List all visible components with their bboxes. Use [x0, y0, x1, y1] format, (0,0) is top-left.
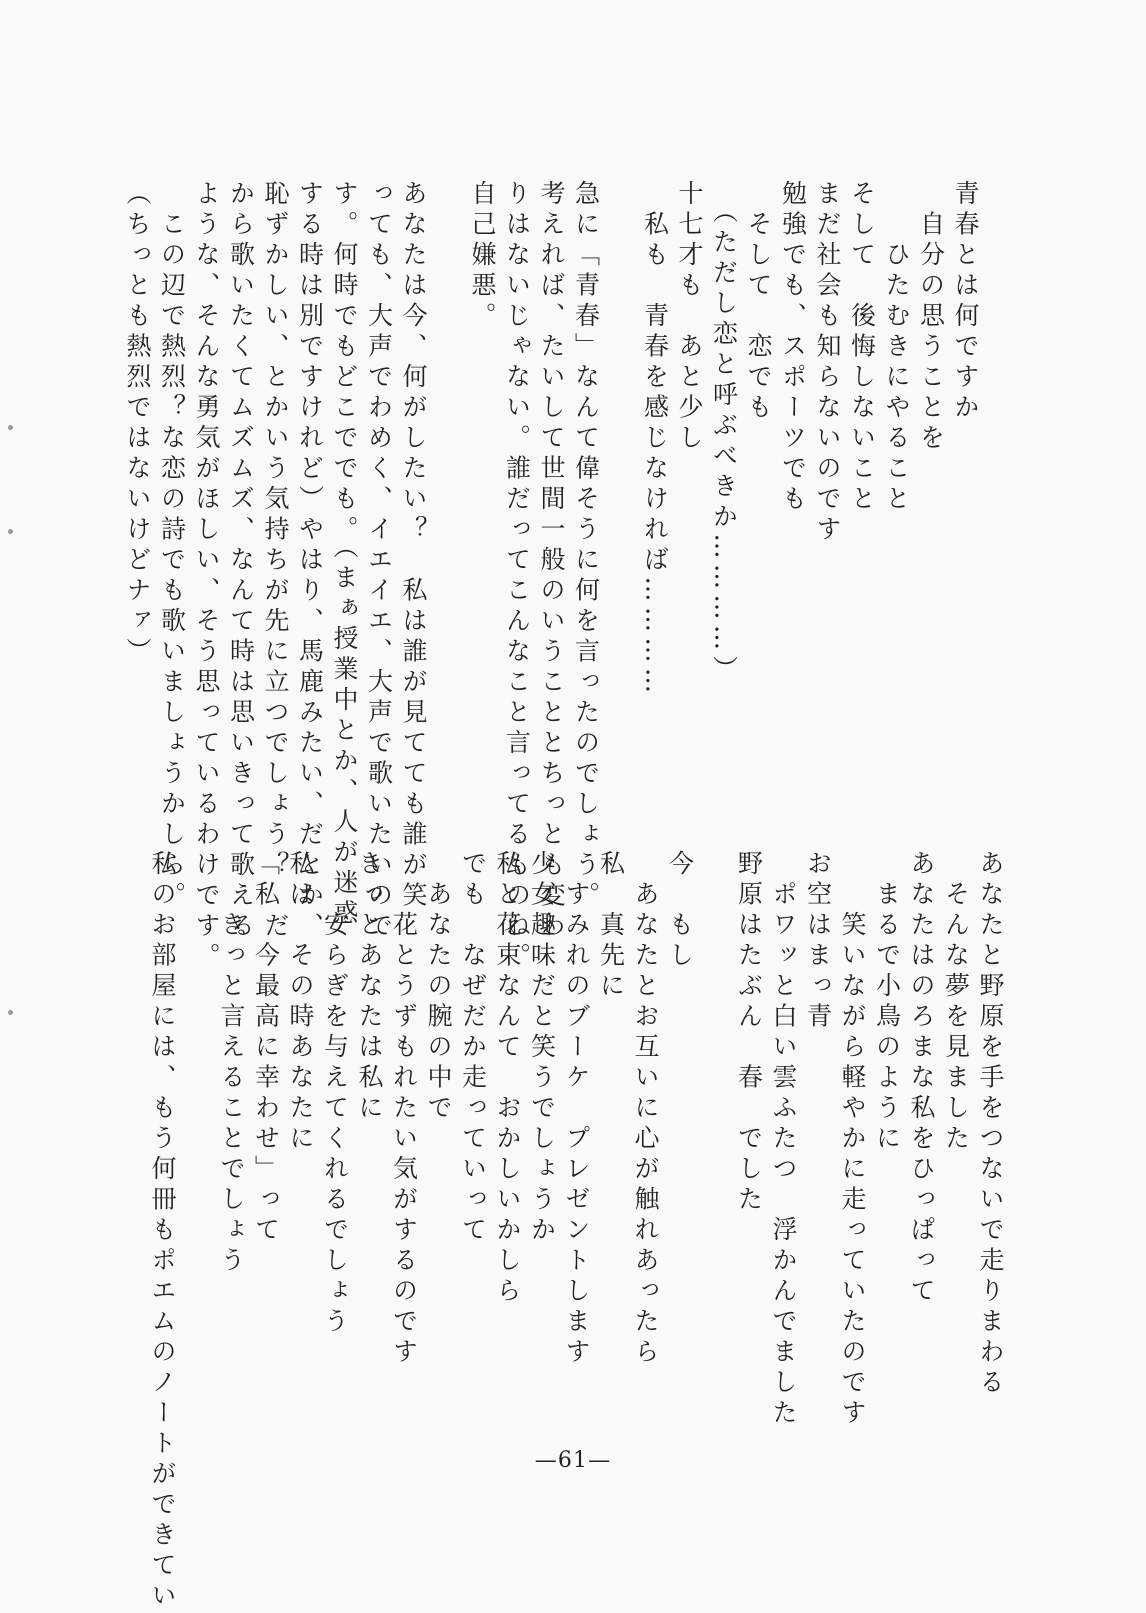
text-line: 私のお部屋には、もう何冊もポエムのノートができてい — [148, 850, 177, 1613]
text-line: 私も 青春を感じなければ………… — [640, 180, 670, 699]
text-line: すみれのブーケ プレゼントします — [562, 850, 591, 1369]
text-line: 自己嫌悪。 — [468, 180, 497, 333]
text-line: そんな夢を見ました — [941, 850, 971, 1155]
text-line: まだ社会も知らないのです — [813, 180, 842, 546]
text-line: ひたむきにやること — [882, 180, 911, 516]
text-line: 私は その時あなたに — [286, 850, 315, 1155]
stanza-break — [430, 180, 465, 800]
text-line: 十七才も あと少し — [675, 180, 704, 455]
text-line: っても、大声でわめく、イエイエ、大声で歌いたいので — [364, 180, 394, 943]
text-line: 私と花束なんて おかしいかしら — [493, 850, 522, 1308]
stanza-break — [179, 850, 214, 1540]
page-edge-mark — [8, 529, 13, 534]
text-line: お空はまっ青 — [803, 850, 833, 1033]
text-line: 少女趣味だと笑うでしょうか — [527, 850, 557, 1247]
page-edge-mark — [8, 425, 13, 430]
text-line: まるで小鳥のように — [872, 850, 902, 1155]
text-line: あなたは今、何がしたい？ 私は誰が見てても誰が笑 — [399, 180, 428, 912]
text-line: りはないじゃない。誰だってこんなこと言ってるものね。 — [502, 180, 532, 973]
text-line: そして 後悔しないこと — [847, 180, 877, 516]
text-line: 急に「青春」なんて偉そうに何を言ったのでしょう。 — [571, 180, 601, 912]
stanza-break — [603, 180, 638, 800]
text-line: きっと言えることでしょう — [217, 850, 246, 1277]
text-line: きっとあなたは私に — [355, 850, 384, 1125]
text-line: あなたはのろまな私をひっぱって — [907, 850, 936, 1308]
text-line: あなたの腕の中で — [424, 850, 453, 1125]
text-line: 自分の思うことを — [916, 180, 946, 455]
text-line: する時は別ですけれど）やはり、馬鹿みたい、だとか、 — [295, 180, 325, 943]
text-line: 青春とは何ですか — [951, 180, 980, 424]
text-line: 「私 今最高に幸わせ」って — [251, 850, 281, 1247]
text-line: （ただし恋と呼ぶべきか…………） — [709, 180, 739, 686]
page-edge-mark — [8, 1010, 13, 1015]
text-line: あなたと野原を手をつないで走りまわる — [976, 850, 1005, 1399]
text-line: この辺で熱烈？な恋の詩でも歌いましょうかしら。 — [157, 180, 187, 912]
stanza-break — [697, 850, 732, 1540]
text-line: ような、そんな勇気がほしい、そう思っているわけです。 — [192, 180, 221, 973]
text-line: （ちっとも熱烈ではないけどナァ） — [123, 180, 152, 668]
text-line: す。何時でもどこででも。（まぁ授業中とか、人が迷惑 — [330, 180, 359, 930]
text-line: ポワッと白い雲ふたつ 浮かんでました — [769, 850, 798, 1430]
text-line: から歌いたくてムズムズ、なんて時は思いきって歌える — [226, 180, 256, 943]
text-line: 私 真先に — [596, 850, 626, 1003]
text-line: そして 恋でも — [744, 180, 773, 424]
page-number: —61— — [534, 1448, 612, 1473]
lower-text-block — [145, 850, 1008, 1613]
text-line: 野原はたぶん 春 でした — [734, 850, 764, 1216]
text-line: 勉強でも、スポーツでも — [778, 180, 808, 516]
text-line: 考えれば、たいして世間一般のいうこととちっとも変わ — [537, 180, 566, 943]
text-line: 安らぎを与えてくれるでしょう — [320, 850, 350, 1338]
text-line: 恥ずかしい、とかいう気持ちが先に立つでしょう？ だ — [261, 180, 290, 943]
text-line: 花とうずもれたい気がするのです — [389, 850, 419, 1369]
text-line: あなたとお互いに心が触れあったら — [631, 850, 660, 1369]
text-line: 笑いながら軽やかに走っていたのです — [838, 850, 867, 1430]
text-line: 今 もし — [665, 850, 695, 972]
text-line: でも なぜだか走っていって — [458, 850, 488, 1247]
